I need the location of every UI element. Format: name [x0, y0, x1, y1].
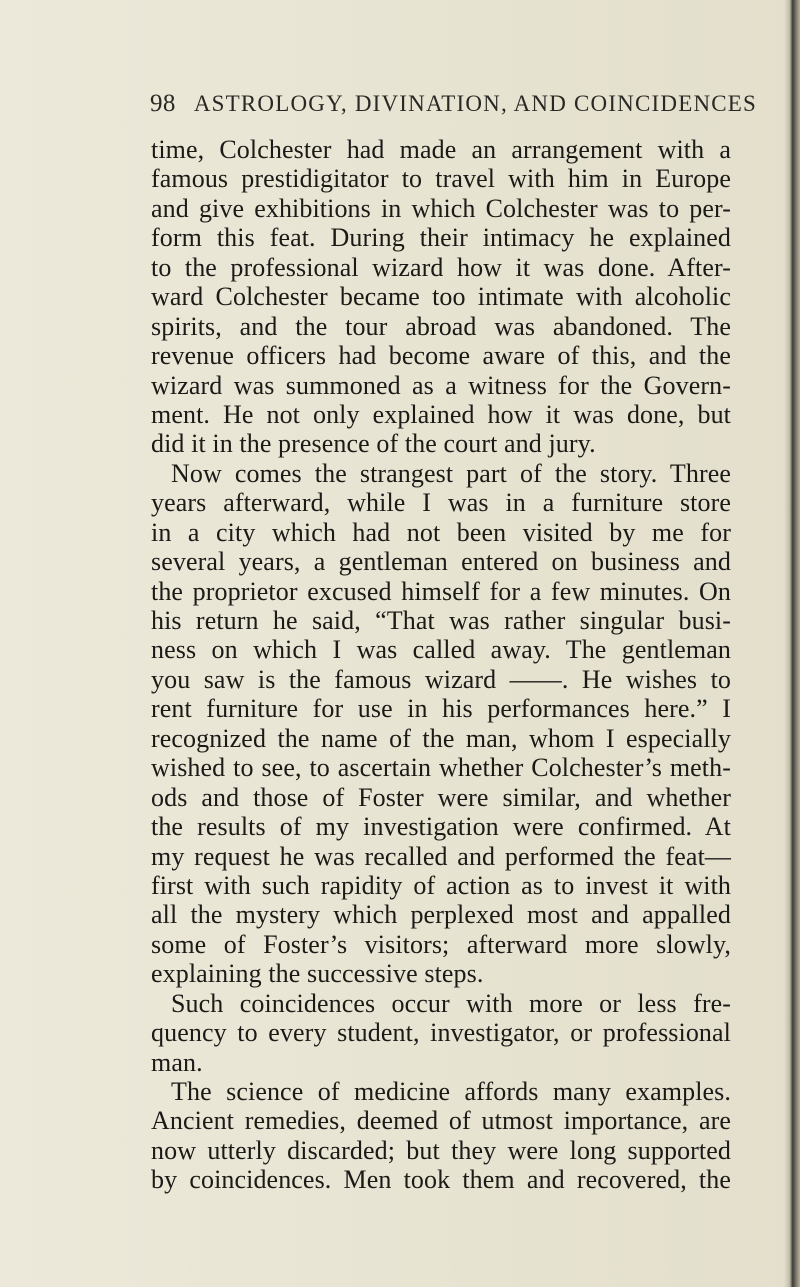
text-line: Such coincidences occur with more or less fre-	[171, 988, 731, 1018]
text-line: first with such rapidity of action as to invest it with	[151, 870, 731, 900]
running-head: ASTROLOGY, DIVINATION, AND COINCIDENCES	[193, 91, 758, 116]
text-line: time, Colchester had made an arrangement with a	[151, 135, 731, 164]
text-line: ward Colchester became too intimate with alcoholic	[151, 282, 731, 312]
text-line: you saw is the famous wizard ——. He wishes to	[151, 664, 731, 694]
page-header	[150, 90, 770, 124]
body-text	[151, 135, 731, 1195]
text-line: some of Foster’s visitors; afterward more slowly,	[151, 929, 731, 959]
text-line: spirits, and the tour abroad was abandoned. The	[151, 311, 731, 341]
text-line: did it in the presence of the court and jury.	[151, 429, 596, 459]
text-line: my request he was recalled and performed the feat—	[151, 841, 731, 871]
text-line: all the mystery which perplexed most and appalled	[151, 900, 731, 930]
text-line: man.	[151, 1047, 203, 1077]
text-line: now utterly discarded; but they were long supported	[151, 1135, 731, 1165]
text-line: Now comes the strangest part of the story. Three	[171, 458, 731, 488]
text-line: in a city which had not been visited by me for	[151, 517, 731, 547]
text-line: revenue officers had become aware of this, and the	[151, 341, 731, 371]
book-gutter-shadow	[784, 0, 800, 1287]
text-line: and give exhibitions in which Colchester was to per-	[151, 193, 731, 223]
text-line: Ancient remedies, deemed of utmost importance, are	[151, 1106, 731, 1136]
text-line: by coincidences. Men took them and recovered, the	[151, 1165, 731, 1195]
text-line: ods and those of Foster were similar, and whether	[151, 782, 731, 812]
text-line: the proprietor excused himself for a few minutes. On	[151, 576, 731, 606]
text-line: famous prestidigitator to travel with him in Europe	[151, 164, 731, 194]
text-line: several years, a gentleman entered on business and	[151, 547, 731, 577]
text-line: ment. He not only explained how it was done, but	[151, 399, 731, 429]
text-line: The science of medicine affords many examples.	[171, 1077, 731, 1106]
text-line: wizard was summoned as a witness for the Govern-	[151, 370, 731, 400]
text-line: to the professional wizard how it was done. After-	[151, 252, 731, 282]
text-line: ness on which I was called away. The gentleman	[151, 635, 731, 665]
text-line: explaining the successive steps.	[151, 959, 484, 989]
text-line: wished to see, to ascertain whether Colchester’s meth-	[151, 753, 731, 783]
text-line: years afterward, while I was in a furniture store	[151, 488, 731, 518]
page-number: 98	[150, 90, 176, 117]
text-line: form this feat. During their intimacy he explained	[151, 223, 731, 253]
text-line: recognized the name of the man, whom I especially	[151, 723, 731, 753]
text-line: his return he said, “That was rather singular busi-	[151, 606, 731, 635]
text-line: the results of my investigation were confirmed. At	[151, 812, 731, 842]
text-line: quency to every student, investigator, or professional	[151, 1018, 731, 1048]
text-line: rent furniture for use in his performances here.” I	[151, 694, 731, 724]
